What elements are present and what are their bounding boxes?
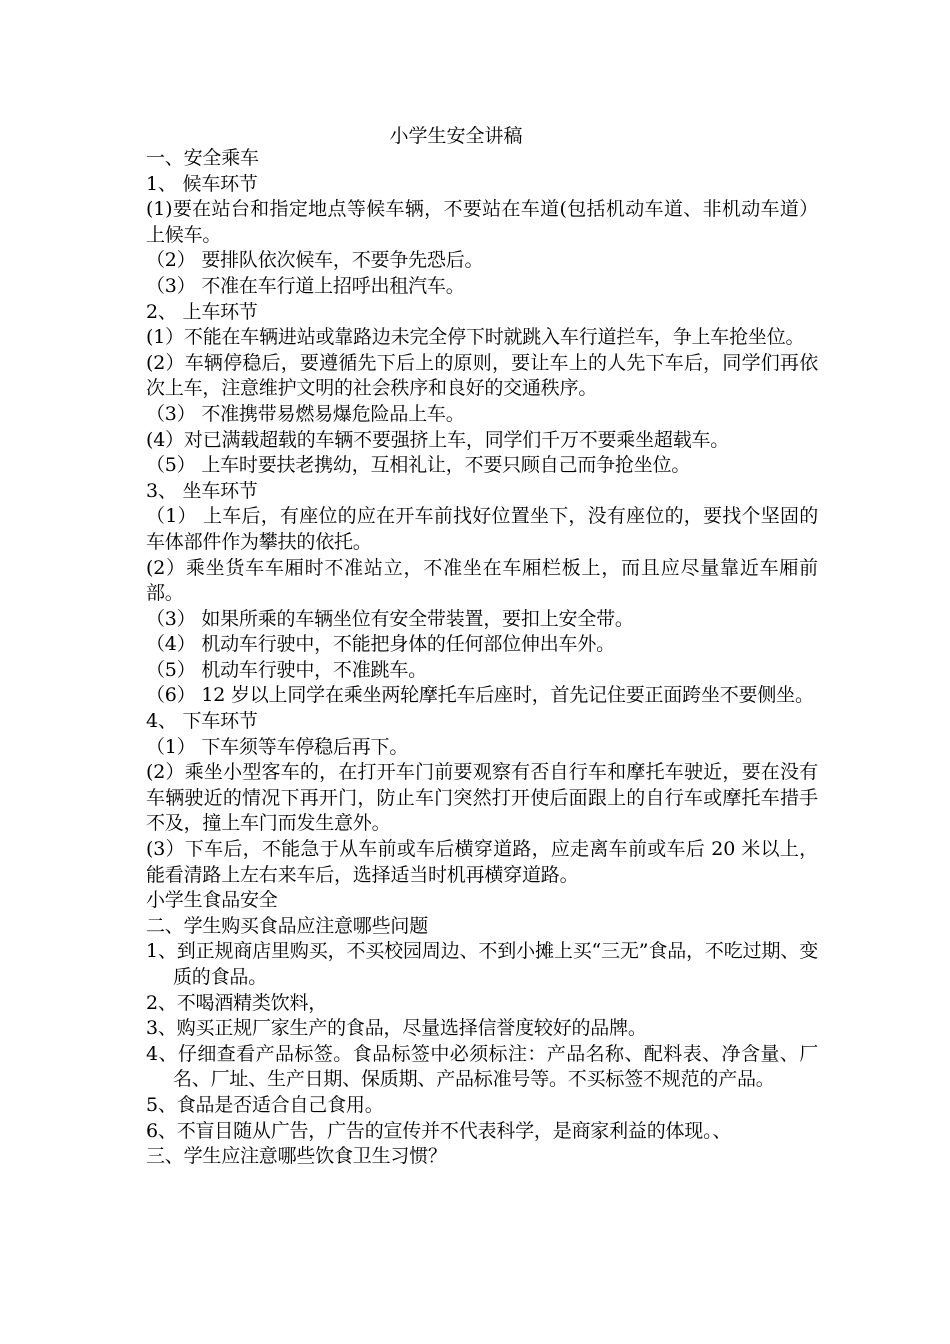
paragraph-line: （2） 要排队依次候车，不要争先恐后。 [146, 249, 484, 272]
paragraph-line: 小学生食品安全 [146, 889, 278, 912]
document-body [146, 146, 818, 1170]
paragraph-line: 1、 候车环节 [146, 172, 258, 195]
paragraph-line: 2、 上车环节 [146, 300, 258, 323]
paragraph-line: 5、食品是否适合自己食用。 [146, 1093, 384, 1116]
paragraph-line: （3） 不准在车行道上招呼出租汽车。 [146, 274, 465, 297]
paragraph-line: （3） 不准携带易燃易爆危险品上车。 [146, 402, 465, 425]
paragraph-line: (3）下车后，不能急于从车前或车后横穿道路，应走离车前或车后 20 米以上，能看清路上左右来车后，选择适当时机再横穿道路。 [146, 838, 818, 886]
paragraph-line: 一、安全乘车 [146, 147, 259, 169]
paragraph-line: (2）车辆停稳后，要遵循先下后上的原则，要让车上的人先下车后，同学们再依次上车，注意维护文明的社会秩序和良好的交通秩序。 [146, 351, 818, 400]
paragraph-line: （3） 如果所乘的车辆坐位有安全带装置，要扣上安全带。 [146, 607, 634, 630]
paragraph-line: （5） 上车时要扶老携幼，互相礼让，不要只顾自己而争抢坐位。 [146, 454, 691, 477]
paragraph-line: 3、 坐车环节 [146, 479, 258, 502]
paragraph-line: 3、购买正规厂家生产的食品，尽量选择信誉度较好的品牌。 [146, 1017, 647, 1040]
paragraph-line: （5） 机动车行驶中，不准跳车。 [146, 658, 427, 681]
paragraph-line: (2）乘坐小型客车的，在打开车门前要观察有否自行车和摩托车驶近，要在没有车辆驶近的情况下再开门，防止车门突然打开使后面跟上的自行车或摩托车措手不及，撞上车门而发生意外。 [146, 761, 818, 835]
paragraph-line: （6） 12 岁以上同学在乘坐两轮摩托车后座时，首先记住要正面跨坐不要侧坐。 [146, 684, 814, 707]
paragraph-line: (4）对已满载超载的车辆不要强挤上车，同学们千万不要乘坐超载车。 [146, 428, 730, 451]
paragraph-line: 4、 下车环节 [146, 710, 258, 733]
paragraph-line: （1） 下车须等车停稳后再下。 [146, 735, 409, 758]
paragraph-line: （4） 机动车行驶中，不能把身体的任何部位伸出车外。 [146, 633, 615, 656]
document-title: 小学生安全讲稿 [389, 125, 523, 147]
paragraph-line: (1）不能在车辆进站或靠路边未完全停下时就跳入车行道拦车，争上车抢坐位。 [146, 326, 805, 349]
paragraph-line: 2、不喝酒精类饮料， [146, 991, 328, 1014]
paragraph-line: (2）乘坐货车车厢时不准站立，不准坐在车厢栏板上，而且应尽量靠近车厢前部。 [146, 556, 818, 605]
paragraph-line: 4、仔细查看产品标签。食品标签中必须标注：产品名称、配料表、净含量、厂名、厂址、生产日期、保质期、产品标准号等。不买标签不规范的产品。 [146, 1042, 818, 1091]
paragraph-line: 6、不盲目随从广告，广告的宣传并不代表科学，是商家利益的体现。、 [146, 1119, 732, 1142]
paragraph-line: （1） 上车后，有座位的应在开车前找好位置坐下，没有座位的，要找个坚固的车体部件作为攀扶的依托。 [146, 505, 818, 553]
paragraph-line: 二、学生购买食品应注意哪些问题 [146, 914, 429, 937]
paragraph-line: (1)要在站台和指定地点等候车辆，不要站在车道(包括机动车道、非机动车道）上候车。 [146, 198, 818, 246]
paragraph-line: 1、到正规商店里购买，不买校园周边、不到小摊上买“三无”食品，不吃过期、变质的食品。 [146, 940, 818, 988]
paragraph-line: 三、学生应注意哪些饮食卫生习惯？ [146, 1145, 447, 1168]
